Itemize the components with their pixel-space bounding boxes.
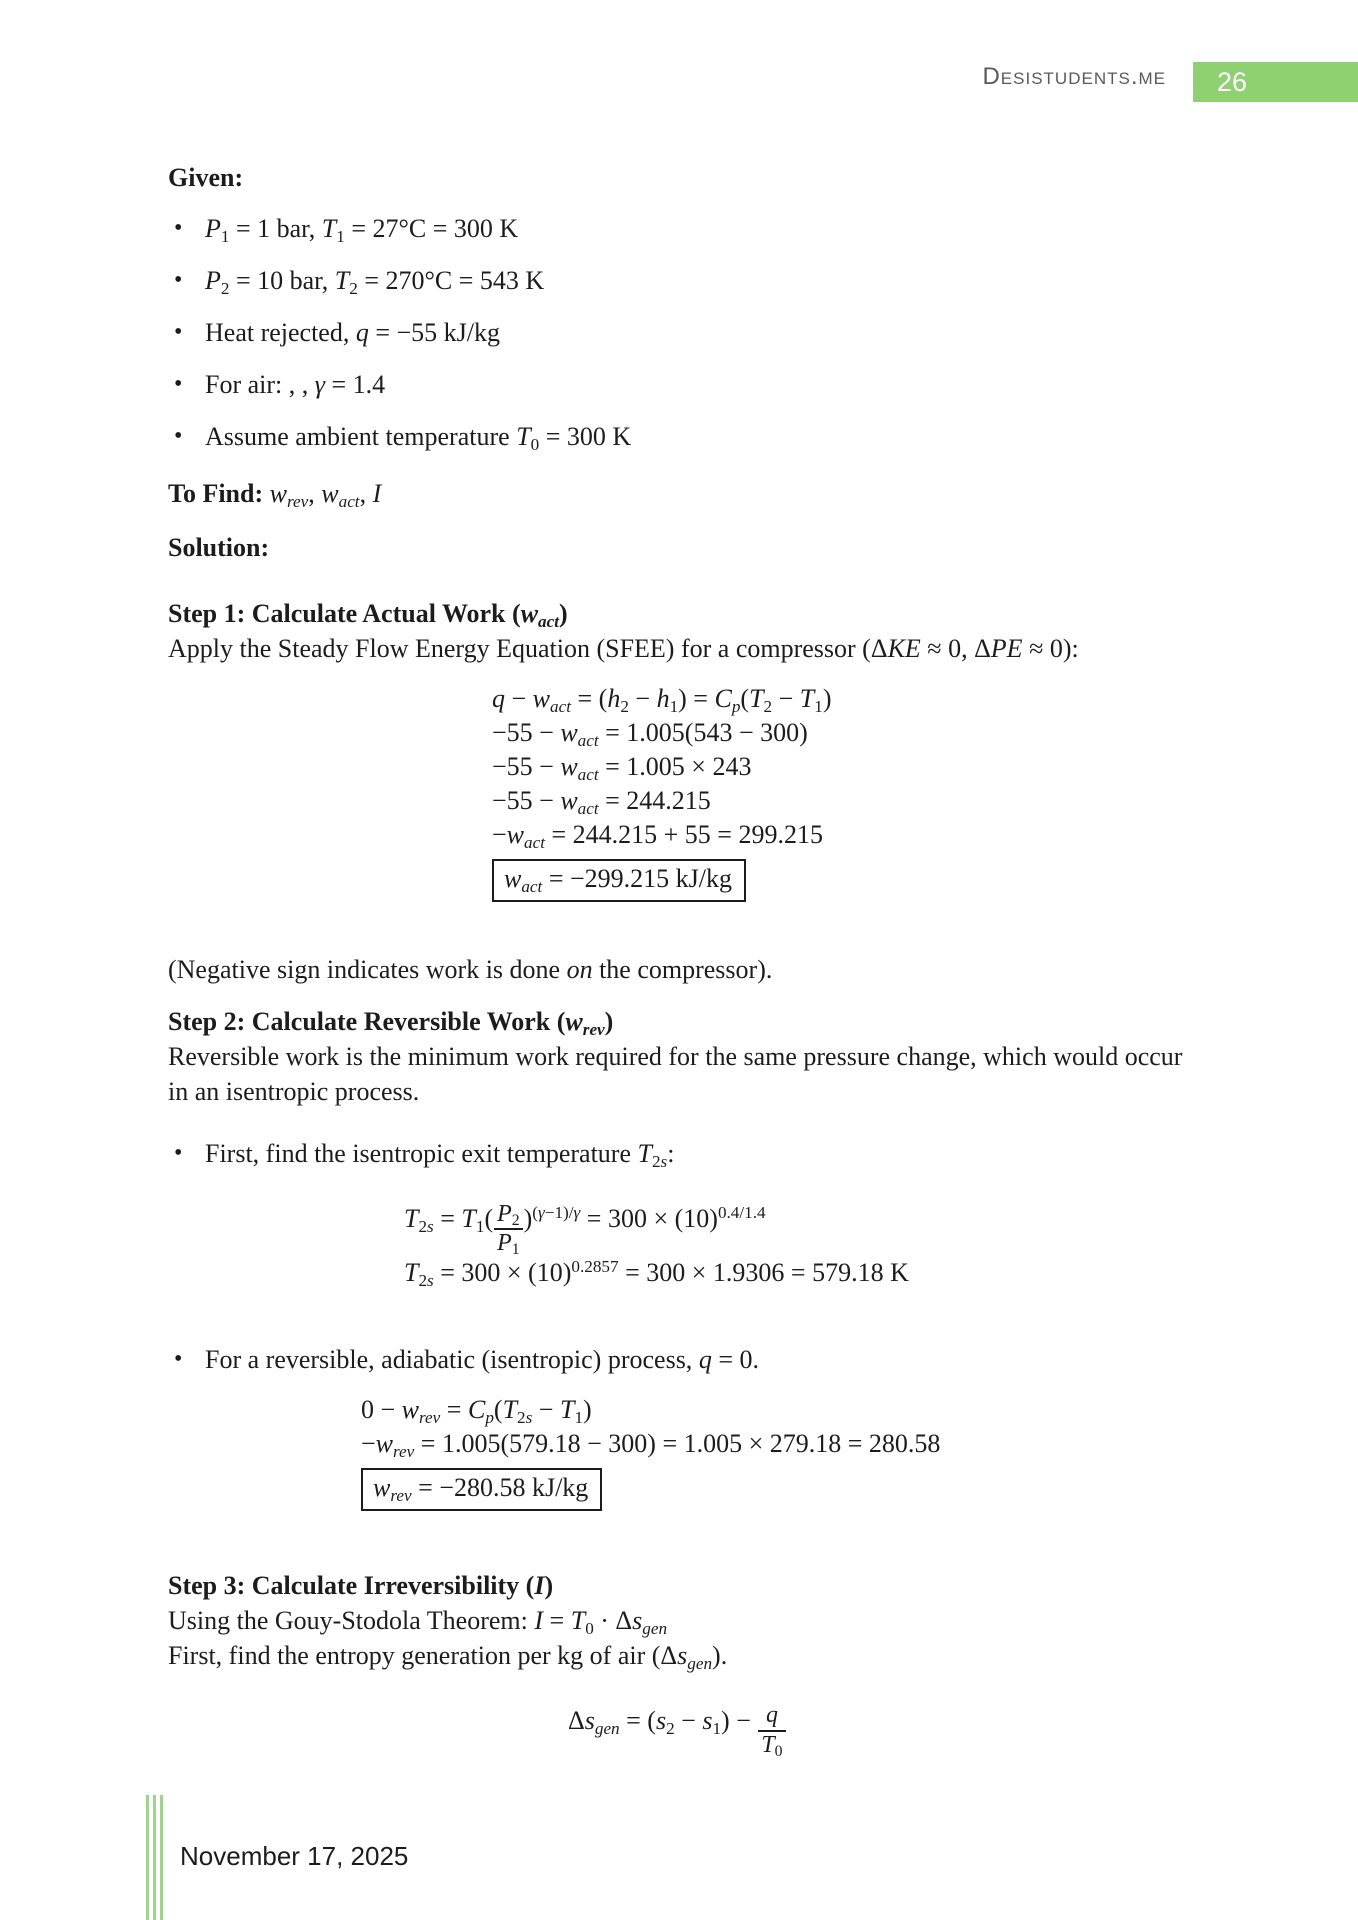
step3-line1: Using the Gouy-Stodola Theorem: $I = T_0 \cdot \Delta s_{gen}$ <box>168 1605 668 1638</box>
step1-intro: Apply the Steady Flow Energy Equation (SFEE) for a compressor (ΔKE ≈ 0, ΔPE ≈ 0): <box>168 634 1079 663</box>
equation-line: $-55 - w_{act} = 1.005(543 - 300)$ <box>492 718 808 750</box>
green-stripe <box>160 1795 163 1920</box>
footer-date: November 17, 2025 <box>180 1841 409 1871</box>
equation-line: $-w_{act} = 244.215 + 55 = 299.215$ <box>492 820 823 852</box>
equation-line: $-w_{rev} = 1.005(579.18 - 300) = 1.005 \times 279.18 = 280.58$ <box>361 1428 941 1461</box>
list-item <box>168 1342 1192 1377</box>
solution-label: Solution: <box>168 533 270 562</box>
header-site-name: Desistudents.me <box>982 63 1166 90</box>
green-stripe <box>146 1795 149 1920</box>
given-list <box>168 211 1192 454</box>
step1-heading: Step 1: Calculate Actual Work $(w_{act})$ <box>168 599 568 631</box>
equation-line: $-55 - w_{act} = 1.005 \times 243$ <box>492 752 752 784</box>
step3-equation-block <box>568 1689 1192 1758</box>
equation-line: $0 - w_{rev} = C_p(T_{2s} - T_1)$ <box>361 1394 592 1427</box>
bullet-icon: • <box>174 319 183 345</box>
bullet-icon: • <box>174 215 183 241</box>
list-item <box>168 419 1192 454</box>
given-item-text: $P_1 = 1$ bar, $T_1 = 27^\circ C = 300$ K <box>205 214 519 246</box>
page-number-badge: 26 <box>1193 62 1358 102</box>
document-body <box>168 160 1192 1758</box>
equation-line: $\Delta s_{gen} = (s_2 - s_1)$ − $\frac{q}{T_0}$ <box>568 1689 1192 1758</box>
step2-bullet1-text: First, find the isentropic exit temperature $T_{2s}$: <box>205 1139 675 1171</box>
given-item-text: For air: , , γ = 1.4 <box>205 370 386 399</box>
to-find-math: $w_{rev}$, $w_{act}$, I <box>269 479 382 511</box>
list-item <box>168 263 1192 298</box>
list-item <box>168 367 1192 402</box>
given-item-text: Heat rejected, q = −55 kJ/kg <box>205 318 501 347</box>
equation-line: $T_{2s} = T_1$( $\frac{P_2}{P_1}$ )$^{(\gamma-1)/\gamma} = 300 \times (10)^{0.4/1.4}$ <box>404 1200 766 1259</box>
step2-heading: Step 2: Calculate Reversible Work $(w_{rev})$ <box>168 1007 614 1039</box>
green-stripe <box>153 1795 156 1920</box>
bullet-icon: • <box>174 267 183 293</box>
step2-result-box: $w_{rev} = -280.58$ kJ/kg <box>361 1468 602 1511</box>
step2-intro: Reversible work is the minimum work required for the same pressure change, which would occur in an isentropic process. <box>168 1042 1183 1106</box>
to-find-line <box>168 476 1192 511</box>
given-label: Given: <box>168 163 244 192</box>
footer-decoration-lines <box>146 1795 163 1920</box>
list-item <box>168 1136 1192 1171</box>
step2-bullet2-text: For a reversible, adiabatic (isentropic) process, q = 0. <box>205 1344 759 1374</box>
given-item-text: Assume ambient temperature $T_0 = 300$ K <box>205 422 632 454</box>
bullet-icon: • <box>174 1345 183 1372</box>
equation-line: $q - w_{act} = (h_2 - h_1) = C_p(T_2 - T_1)$ <box>492 684 832 716</box>
step1-result-box: $w_{act} = -299.215$ kJ/kg <box>492 859 746 902</box>
step2-equation-block-1 <box>404 1187 1192 1290</box>
step3-line2: First, find the entropy generation per kg of air $(\Delta s_{gen})$. <box>168 1640 728 1673</box>
equation-line: $-55 - w_{act} = 244.215$ <box>492 786 711 818</box>
list-item <box>168 211 1192 246</box>
list-item <box>168 315 1192 350</box>
equation-line: $T_{2s} = 300 \times (10)^{0.2857} = 300 \times 1.9306 = 579.18$ K <box>404 1257 909 1290</box>
to-find-label: To Find: <box>168 479 264 508</box>
bullet-icon: • <box>174 423 183 449</box>
step1-equation-block <box>492 682 1192 902</box>
bullet-icon: • <box>174 371 183 397</box>
given-item-text: $P_2 = 10$ bar, $T_2 = 270^\circ C = 543$ K <box>205 266 545 298</box>
step3-heading: Step 3: Calculate Irreversibility (I) <box>168 1570 554 1600</box>
step2-equation-block-2 <box>361 1393 1192 1511</box>
step1-note: (Negative sign indicates work is done on the compressor). <box>168 955 773 984</box>
bullet-icon: • <box>174 1140 183 1166</box>
